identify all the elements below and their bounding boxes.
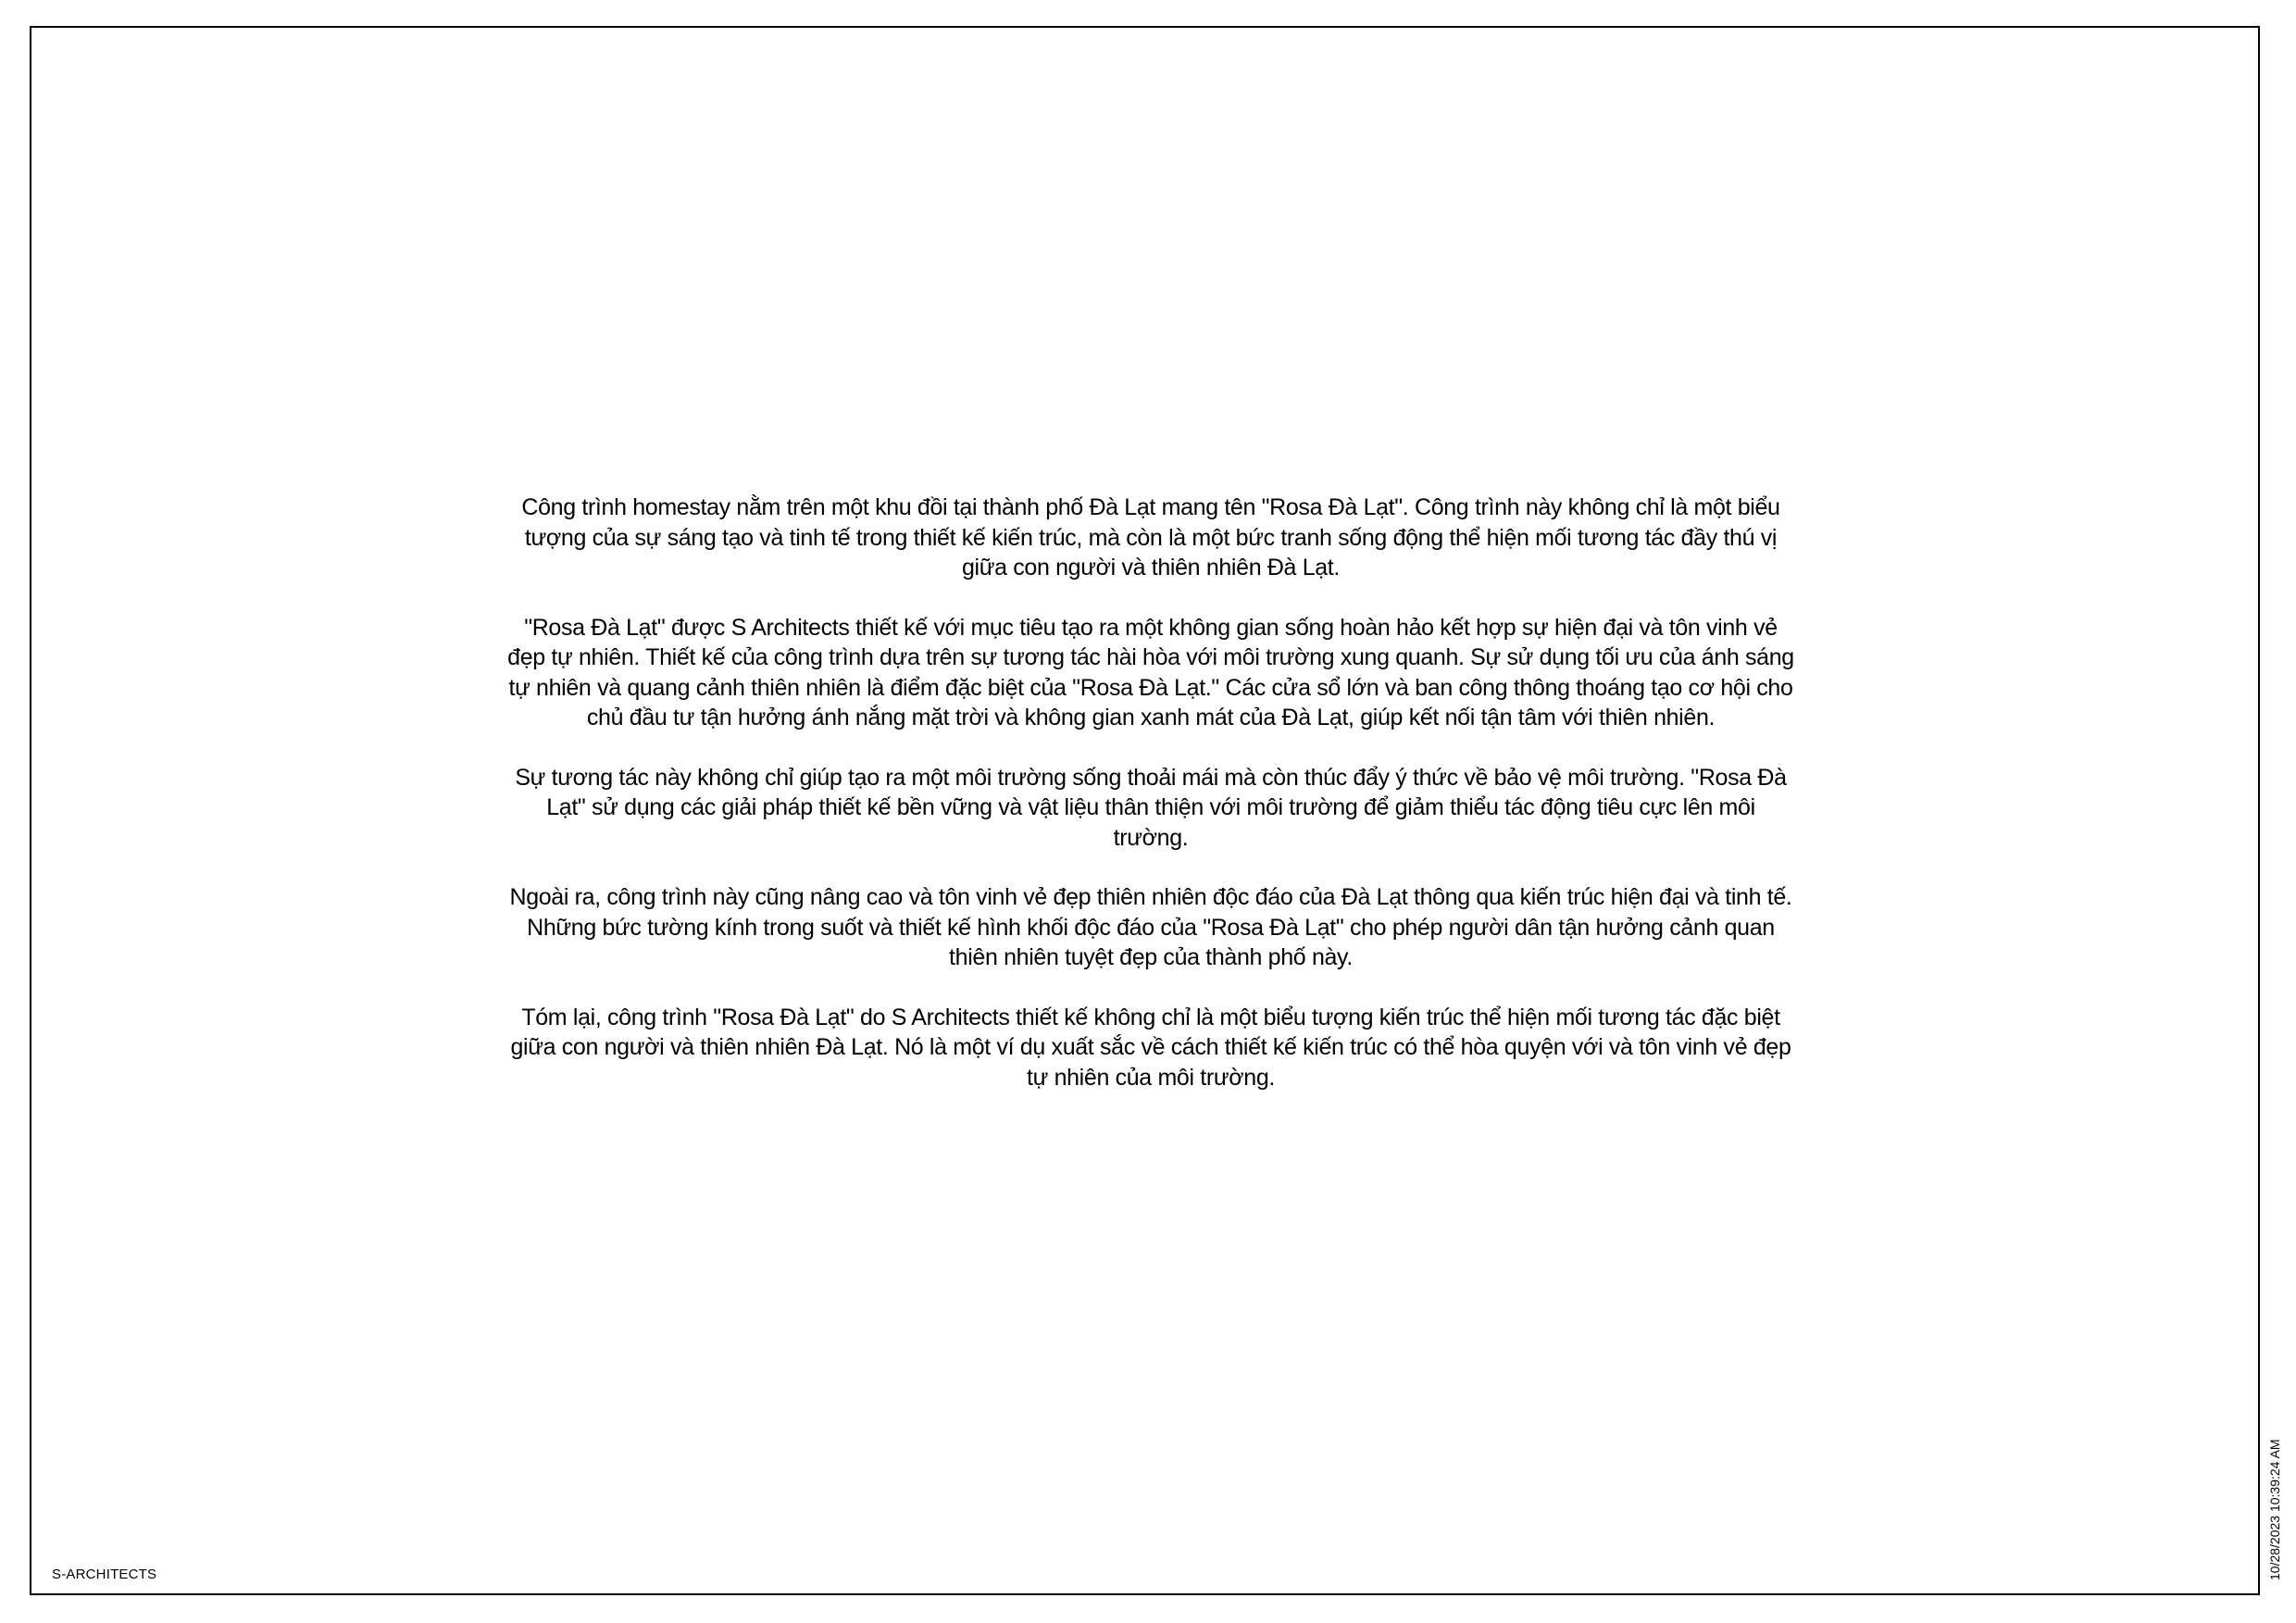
- project-description: [507, 493, 1794, 1092]
- paragraph-landscape: Ngoài ra, công trình này cũng nâng cao và tôn vinh vẻ đẹp thiên nhiên độc đáo của Đà Lạt thông qua kiến trúc hiện đại và tinh tế. Những bức tường kính trong suốt và thiết kế hình khối độc đáo của "Rosa Đà Lạt" cho phép người dân tận hưởng cảnh quan thiên nhiên tuyệt đẹp của thành phố này.: [509, 884, 1792, 970]
- paragraph-conclusion: Tóm lại, công trình "Rosa Đà Lạt" do S Architects thiết kế không chỉ là một biểu tượng kiến trúc thể hiện mối tương tác đặc biệt giữa con người và thiên nhiên Đà Lạt. Nó là một ví dụ xuất sắc về cách thiết kế kiến trúc có thể hòa quyện với và tôn vinh vẻ đẹp tự nhiên của môi trường.: [510, 1004, 1791, 1091]
- plot-timestamp: 10/28/2023 10:39:24 AM: [2267, 1439, 2282, 1580]
- paragraph-design-goals: "Rosa Đà Lạt" được S Architects thiết kế với mục tiêu tạo ra một không gian sống hoàn hảo kết hợp sự hiện đại và tôn vinh vẻ đẹp tự nhiên. Thiết kế của công trình dựa trên sự tương tác hài hòa với môi trường xung quanh. Sự sử dụng tối ưu của ánh sáng tự nhiên và quang cảnh thiên nhiên là điểm đặc biệt của "Rosa Đà Lạt." Các cửa sổ lớn và ban công thông thoáng tạo cơ hội cho chủ đầu tư tận hưởng ánh nắng mặt trời và không gian xanh mát của Đà Lạt, giúp kết nối tận tâm với thiên nhiên.: [507, 614, 1794, 730]
- firm-label: S-ARCHITECTS: [52, 1567, 157, 1582]
- paragraph-intro: Công trình homestay nằm trên một khu đồi tại thành phố Đà Lạt mang tên "Rosa Đà Lạt". Công trình này không chỉ là một biểu tượng của sự sáng tạo và tinh tế trong thiết kế kiến trúc, mà còn là một bức tranh sống động thể hiện mối tương tác đầy thú vị giữa con người và thiên nhiên Đà Lạt.: [521, 494, 1780, 581]
- paragraph-sustainability: Sự tương tác này không chỉ giúp tạo ra một môi trường sống thoải mái mà còn thúc đẩy ý thức về bảo vệ môi trường. "Rosa Đà Lạt" sử dụng các giải pháp thiết kế bền vững và vật liệu thân thiện với môi trường để giảm thiểu tác động tiêu cực lên môi trường.: [515, 764, 1787, 851]
